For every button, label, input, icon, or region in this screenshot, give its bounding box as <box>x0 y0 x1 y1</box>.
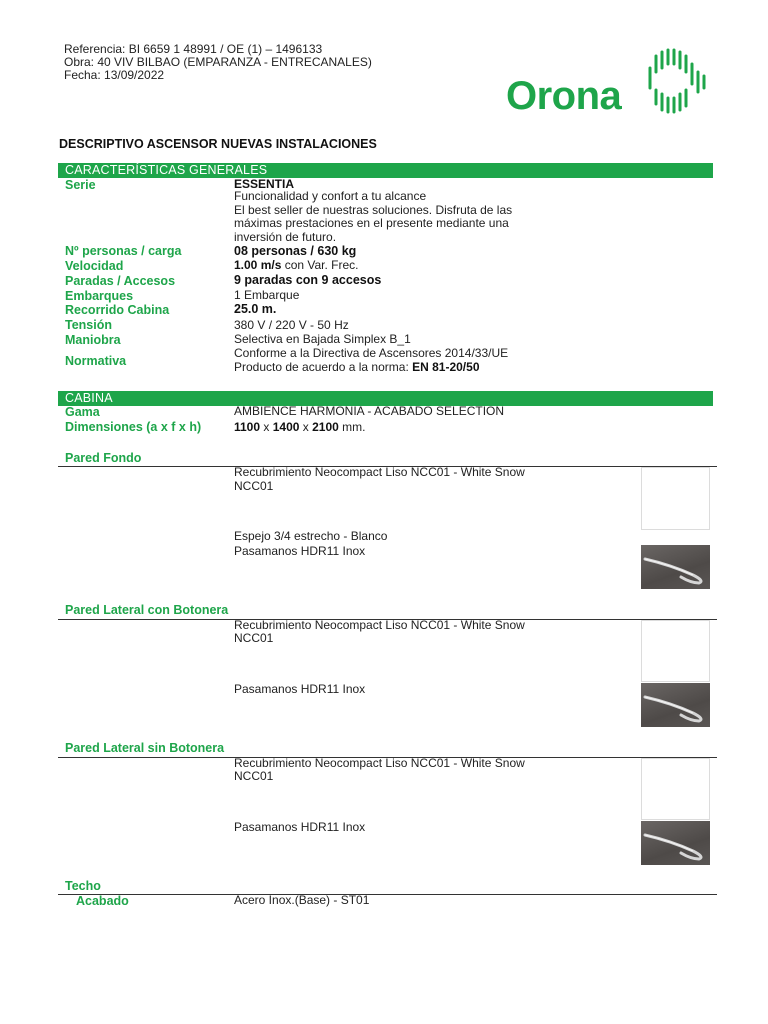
tension-value: 380 V / 220 V - 50 Hz <box>234 318 349 332</box>
personas-value: 08 personas / 630 kg <box>234 244 357 258</box>
white-snow-swatch-image <box>641 758 710 820</box>
recorrido-value: 25.0 m. <box>234 302 277 316</box>
dim-sep-1: x <box>260 420 273 434</box>
normativa-line1: Conforme a la Directiva de Ascensores 2014/33/UE <box>234 346 509 360</box>
recorrido-label: Recorrido Cabina <box>65 303 170 317</box>
paradas-value: 9 paradas con 9 accesos <box>234 273 382 287</box>
techo-acabado-value: Acero Inox.(Base) - ST01 <box>234 893 370 907</box>
velocidad-drive: con Var. Frec. <box>281 258 359 272</box>
pared-fondo-pasamanos: Pasamanos HDR11 Inox <box>234 544 366 558</box>
normativa-label: Normativa <box>65 354 127 368</box>
tension-label: Tensión <box>65 318 112 332</box>
dim-depth: 1400 <box>272 420 300 434</box>
embarques-value: 1 Embarque <box>234 288 300 302</box>
dim-sep-2: x <box>299 420 313 434</box>
normativa-line2-text: Producto de acuerdo a la norma: <box>234 360 413 374</box>
pared-lateral-sin-recubrimiento-line2: NCC01 <box>234 769 274 783</box>
pared-fondo-espejo: Espejo 3/4 estrecho - Blanco <box>234 529 388 543</box>
pared-lateral-sin-title: Pared Lateral sin Botonera <box>65 741 225 755</box>
dim-height: 2100 <box>312 420 339 434</box>
orona-logo-text: Orona <box>506 74 622 118</box>
maniobra-value: Selectiva en Bajada Simplex B_1 <box>234 332 411 346</box>
pared-lateral-con-recubrimiento-line1: Recubrimiento Neocompact Liso NCC01 - White Snow <box>234 618 525 632</box>
pared-lateral-sin-pasamanos: Pasamanos HDR11 Inox <box>234 820 366 834</box>
dim-unit: mm. <box>338 420 366 434</box>
handrail-icon <box>641 545 710 589</box>
maniobra-label: Maniobra <box>65 333 121 347</box>
serie-desc-line3: máximas prestaciones en el presente mediante una <box>234 216 509 230</box>
orona-logo <box>504 42 712 124</box>
velocidad-label: Velocidad <box>65 259 124 273</box>
serie-name: ESSENTIA <box>234 177 295 191</box>
white-snow-swatch-image <box>641 620 710 682</box>
gama-value: AMBIENCE HARMONIA - ACABADO SELECTION <box>234 404 505 418</box>
techo-acabado-label: Acabado <box>76 894 129 908</box>
serie-desc-line2: El best seller de nuestras soluciones. Disfruta de las <box>234 203 513 217</box>
section-title-cabina: CABINA <box>65 391 113 405</box>
serie-desc-line4: inversión de futuro. <box>234 230 337 244</box>
handrail-image <box>641 545 710 589</box>
normativa-standard: EN 81-20/50 <box>412 360 480 374</box>
embarques-label: Embarques <box>65 289 134 303</box>
paradas-label: Paradas / Accesos <box>65 274 176 288</box>
section-bar-general <box>58 163 713 178</box>
white-snow-swatch-image <box>641 467 710 530</box>
pared-fondo-recubrimiento-line1: Recubrimiento Neocompact Liso NCC01 - White Snow <box>234 465 525 479</box>
referencia-text: Referencia: BI 6659 1 48991 / OE (1) – 1496133 <box>64 42 323 56</box>
gama-label: Gama <box>65 405 100 419</box>
section-title-general: CARACTERÍSTICAS GENERALES <box>65 163 268 177</box>
handrail-icon <box>641 683 710 727</box>
document-title: DESCRIPTIVO ASCENSOR NUEVAS INSTALACIONES <box>59 137 377 151</box>
pared-lateral-sin-recubrimiento-line1: Recubrimiento Neocompact Liso NCC01 - White Snow <box>234 756 525 770</box>
dimensiones-value <box>234 421 365 435</box>
handrail-image <box>641 821 710 865</box>
fecha-text: Fecha: 13/09/2022 <box>64 68 165 82</box>
handrail-image <box>641 683 710 727</box>
handrail-icon <box>641 821 710 865</box>
pared-lateral-con-recubrimiento-line2: NCC01 <box>234 631 274 645</box>
velocidad-speed: 1.00 m/s <box>234 258 282 272</box>
pared-fondo-title: Pared Fondo <box>65 451 142 465</box>
dim-width: 1100 <box>234 420 261 434</box>
personas-label: Nº personas / carga <box>65 244 182 258</box>
serie-desc-line1: Funcionalidad y confort a tu alcance <box>234 189 427 203</box>
serie-label: Serie <box>65 178 96 192</box>
dimensiones-label: Dimensiones (a x f x h) <box>65 420 202 434</box>
pared-lateral-con-title: Pared Lateral con Botonera <box>65 603 229 617</box>
divider-techo <box>58 894 717 895</box>
techo-title: Techo <box>65 879 101 893</box>
normativa-line2 <box>234 361 480 375</box>
obra-text: Obra: 40 VIV BILBAO (EMPARANZA - ENTRECANALES) <box>64 55 372 69</box>
pared-lateral-con-pasamanos: Pasamanos HDR11 Inox <box>234 682 366 696</box>
velocidad-value <box>234 259 359 273</box>
pared-fondo-recubrimiento-line2: NCC01 <box>234 479 274 493</box>
